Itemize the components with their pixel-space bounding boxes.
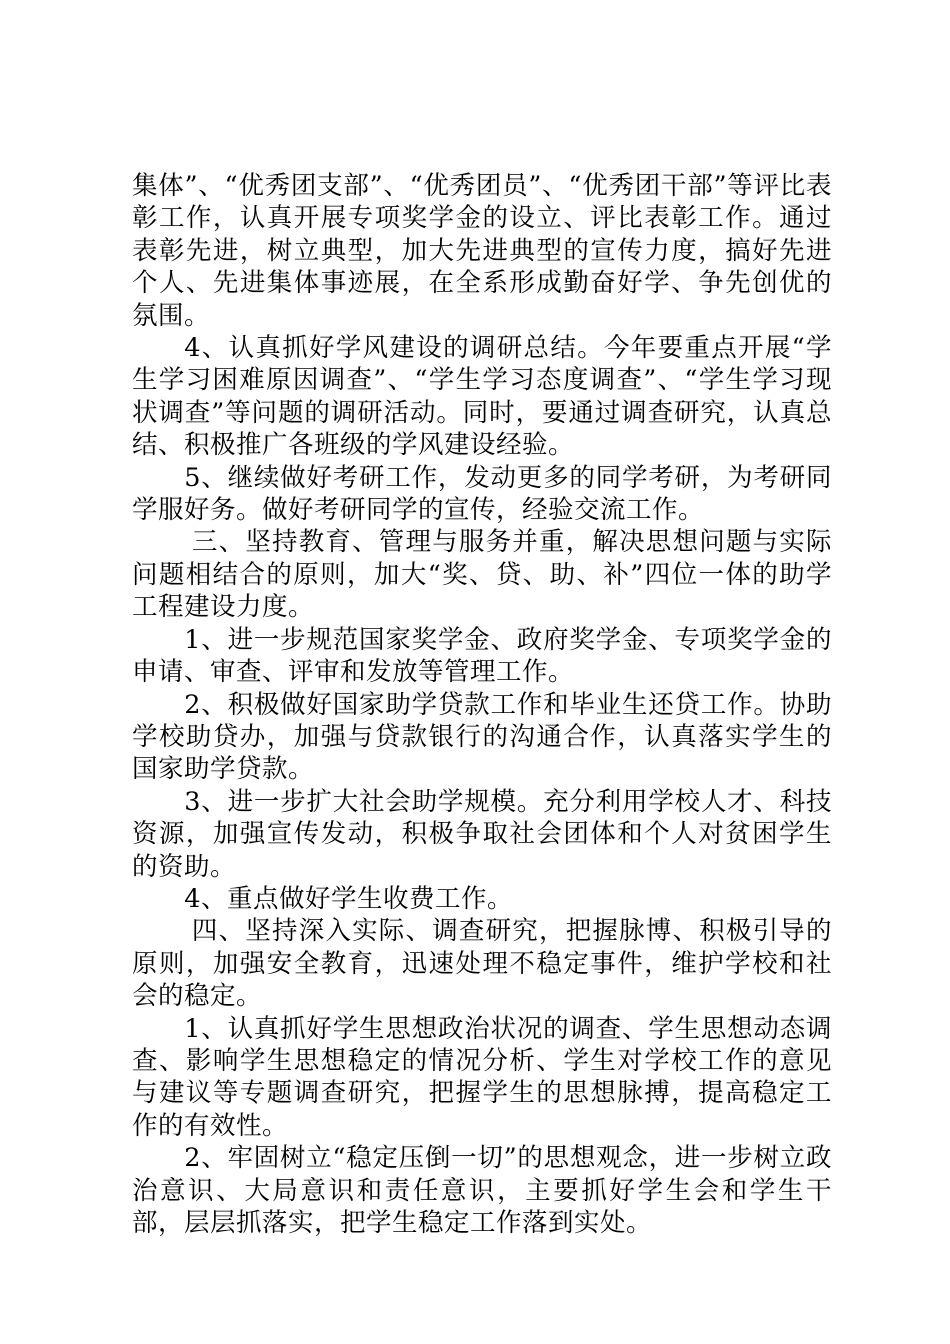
paragraph-scholarship-management: 1、进一步规范国家奖学金、政府奖学金、专项奖学金的申请、审查、评审和发放等管理工作。: [132, 624, 832, 688]
document-body: [132, 170, 832, 1239]
section-heading-four: 四、坚持深入实际、调查研究，把握脉博、积极引导的原则，加强安全教育，迅速处理不稳定事件，维护学校和社会的稳定。: [132, 916, 832, 1012]
paragraph-stability-awareness: 2、牢固树立“稳定压倒一切”的思想观念，进一步树立政治意识、大局意识和责任意识，主要抓好学生会和学生干部，层层抓落实，把学生稳定工作落到实处。: [132, 1143, 832, 1238]
paragraph-student-loans: 2、积极做好国家助学贷款工作和毕业生还贷工作。协助学校助贷办，加强与贷款银行的沟通合作，认真落实学生的国家助学贷款。: [132, 689, 832, 785]
paragraph-tuition-fees: 4、重点做好学生收费工作。: [184, 883, 513, 914]
paragraph-study-style-research: 4、认真抓好学风建设的调研总结。今年要重点开展“学生学习困难原因调查”、“学生学习态度调查”、“学生学习现状调查”等问题的调研活动。同时，要通过调查研究，认真总结、积极推广各班级的学风建设经验。: [132, 333, 832, 461]
section-heading-three: 三、坚持教育、管理与服务并重，解决思想问题与实际问题相结合的原则，加大“奖、贷、助、补”四位一体的助学工程建设力度。: [132, 527, 832, 623]
paragraph-ideology-survey: 1、认真抓好学生思想政治状况的调查、学生思想动态调查、影响学生思想稳定的情况分析、学生对学校工作的意见与建议等专题调查研究，把握学生的思想脉搏，提高稳定工作的有效性。: [132, 1013, 832, 1141]
paragraph-postgraduate-exam: 5、继续做好考研工作，发动更多的同学考研，为考研同学服好务。做好考研同学的宣传，经验交流工作。: [132, 462, 832, 526]
paragraph-award-continuation: 集体”、“优秀团支部”、“优秀团员”、“优秀团干部”等评比表彰工作，认真开展专项奖学金的设立、评比表彰工作。通过表彰先进，树立典型，加大先进典型的宣传力度，搞好先进个人、先进集体事迹展，在全系形成勤奋好学、争先创优的氛围。: [132, 171, 832, 331]
paragraph-social-aid: 3、进一步扩大社会助学规模。充分利用学校人才、科技资源，加强宣传发动，积极争取社会团体和个人对贫困学生的资助。: [132, 786, 832, 882]
